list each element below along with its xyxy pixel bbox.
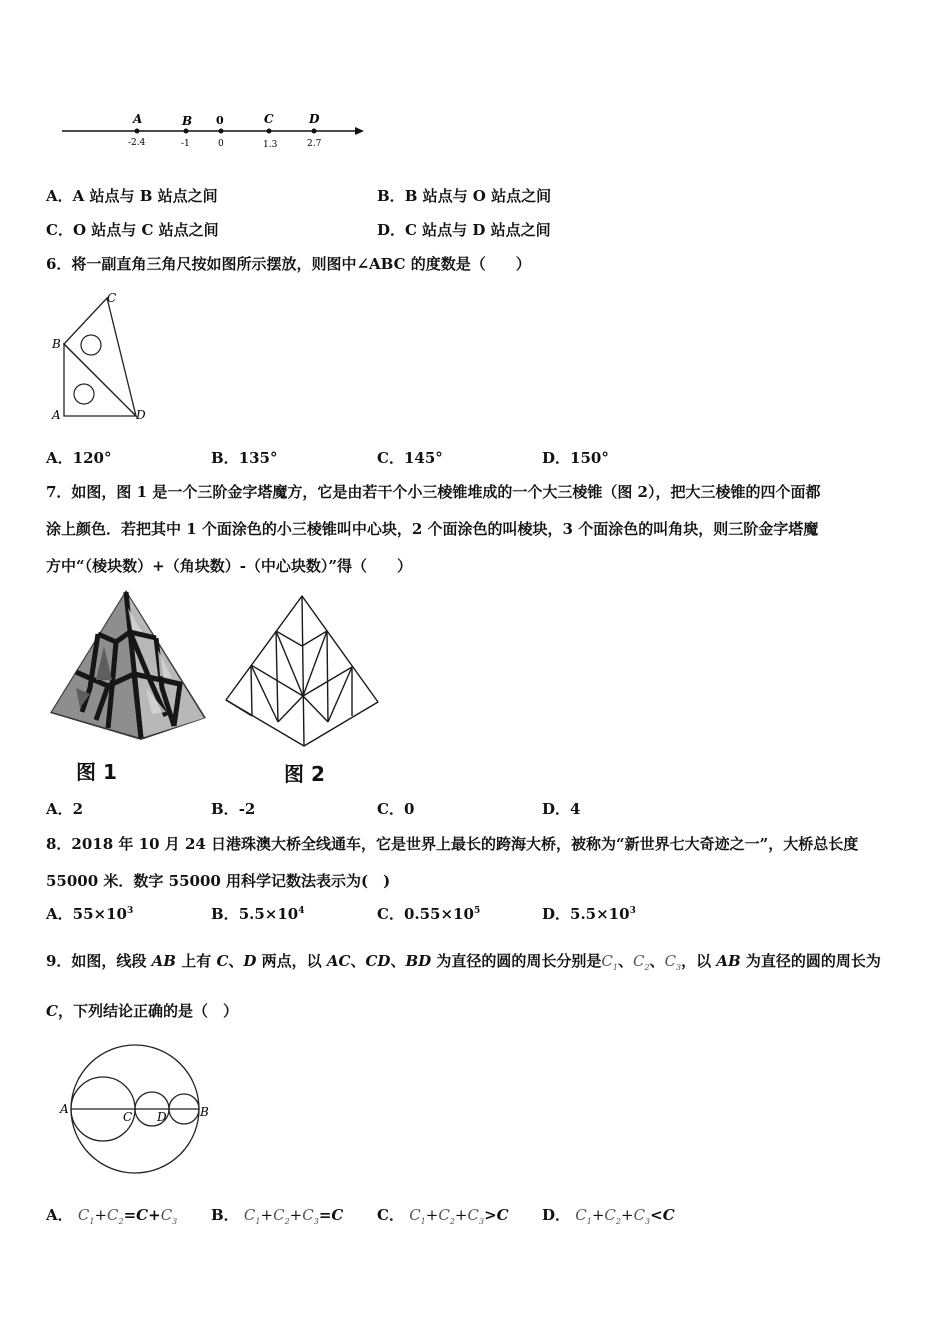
label-c: C <box>107 291 117 305</box>
q8-option-c[interactable]: C．$0.55\times 10^5$ <box>377 905 481 923</box>
q5-option-c[interactable]: C．O 站点与 C 站点之间 <box>46 221 219 239</box>
q7-stem-line3: 方中“（棱块数）+（角块数）-（中心块数）”得（ ） <box>46 557 413 575</box>
label-b: B <box>52 337 61 351</box>
label-c: C <box>123 1110 133 1124</box>
q7-stem-line1: 7．如图，图 1 是一个三阶金字塔魔方，它是由若干个小三棱锥堆成的一个大三棱锥（图 2），把大三棱锥的四个面都 <box>46 483 821 501</box>
label-d: D <box>136 408 146 422</box>
q9-option-d[interactable]: D． $C_1+C_2+C_3<C$ <box>542 1206 675 1226</box>
q8-option-a[interactable]: A．$55\times 10^3$ <box>46 905 134 923</box>
point-value-d: 2.7 <box>307 139 322 149</box>
q6-option-c[interactable]: C．145° <box>377 449 443 467</box>
number-line-figure <box>58 110 370 152</box>
q6-option-b[interactable]: B．135° <box>211 449 278 467</box>
q7-stem-line2: 涂上颜色．若把其中 1 个面涂色的小三棱锥叫中心块，2 个面涂色的叫棱块，3 个面涂色的叫角块，则三阶金字塔魔 <box>46 520 819 538</box>
point-value-b: -1 <box>181 139 190 149</box>
q6-stem: 6．将一副直角三角尺按如图所示摆放，则图中∠ABC 的度数是（ ） <box>46 255 531 273</box>
point-value-a: -2.4 <box>128 138 146 148</box>
circles-figure <box>58 1040 218 1180</box>
q9-option-b[interactable]: B． $C_1+C_2+C_3=C$ <box>211 1206 344 1226</box>
q5-option-b[interactable]: B．B 站点与 O 站点之间 <box>377 187 552 205</box>
q6-option-d[interactable]: D．150° <box>542 449 609 467</box>
q9-stem-line1: 9．如图，线段 AB 上有 C、D 两点，以 AC、CD、BD 为直径的圆的周长分别是$C_1$、$C_2$、$C_3$，以 AB 为直径的圆的周长为 <box>46 952 881 972</box>
q7-option-b[interactable]: B．-2 <box>211 800 256 818</box>
point-label-0: 0 <box>216 114 224 127</box>
label-a: A <box>60 1102 69 1116</box>
triangle-rulers-figure <box>46 286 156 426</box>
q6-option-a[interactable]: A．120° <box>46 449 112 467</box>
q8-option-b[interactable]: B．$5.5\times 10^4$ <box>211 905 305 923</box>
q8-option-d[interactable]: D．$5.5\times 10^3$ <box>542 905 636 923</box>
q8-stem-line2: 55000 米．数字 55000 用科学记数法表示为( ) <box>46 872 391 890</box>
point-value-0: 0 <box>218 139 224 149</box>
q9-stem-line2: C，下列结论正确的是（ ） <box>46 1002 238 1020</box>
figure-2-caption: 图 2 <box>284 762 325 786</box>
q7-option-c[interactable]: C．0 <box>377 800 415 818</box>
point-label-c: C <box>264 112 274 126</box>
figure-1-caption: 图 1 <box>76 760 117 784</box>
label-a: A <box>52 408 61 422</box>
q9-option-a[interactable]: A． $C_1+C_2=C+C_3$ <box>46 1206 178 1226</box>
label-b: B <box>200 1105 209 1119</box>
point-label-d: D <box>309 112 320 126</box>
label-d: D <box>157 1110 167 1124</box>
q7-option-a[interactable]: A．2 <box>46 800 84 818</box>
pyramid-wireframe <box>222 592 382 752</box>
q5-option-d[interactable]: D．C 站点与 D 站点之间 <box>377 221 551 239</box>
q5-option-a[interactable]: A．A 站点与 B 站点之间 <box>46 187 218 205</box>
point-value-c: 1.3 <box>263 140 278 150</box>
q8-stem-line1: 8．2018 年 10 月 24 日港珠澳大桥全线通车，它是世界上最长的跨海大桥，被称为“新世界七大奇迹之一”，大桥总长度 <box>46 835 859 853</box>
q9-option-c[interactable]: C． $C_1+C_2+C_3>C$ <box>377 1206 509 1226</box>
pyramid-puzzle-photo <box>46 588 212 744</box>
q7-option-d[interactable]: D．4 <box>542 800 581 818</box>
point-label-a: A <box>133 112 143 126</box>
point-label-b: B <box>182 114 193 128</box>
